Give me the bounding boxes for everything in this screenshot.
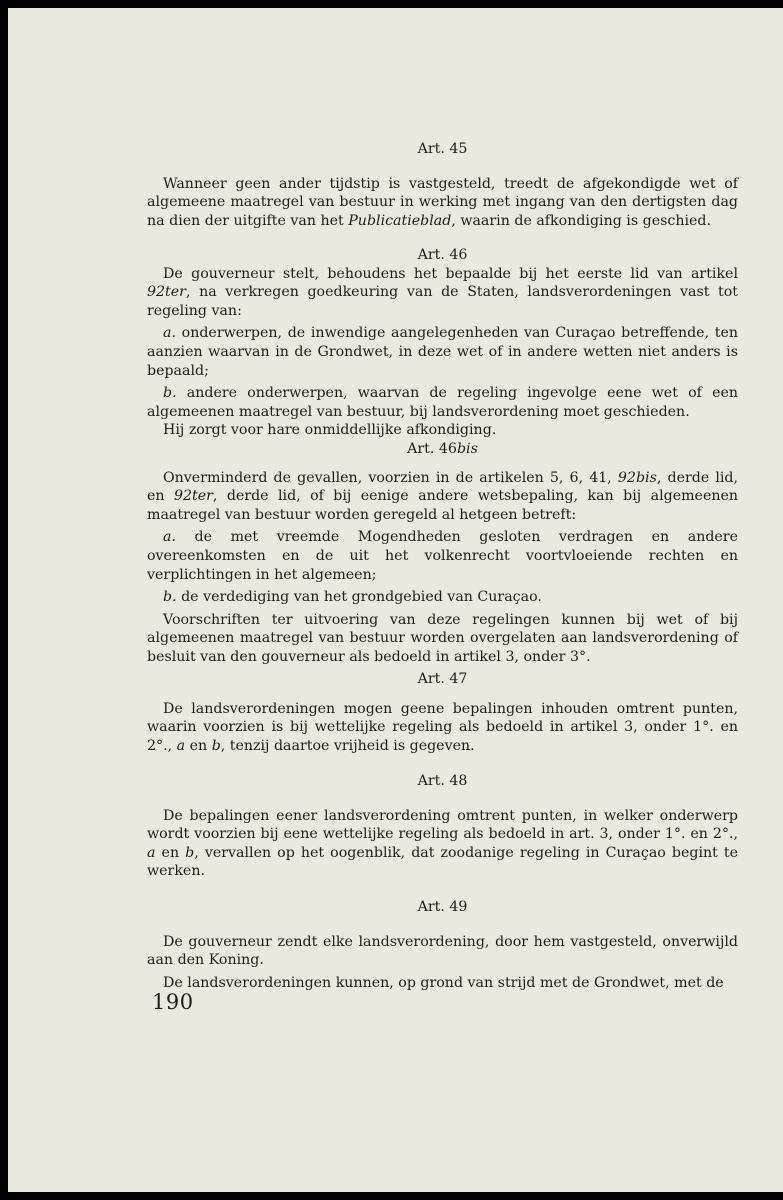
page-number: 190 xyxy=(152,990,194,1014)
article-45 xyxy=(147,140,738,230)
article-46bis-item-b: b. de verdediging van het grondgebied van Curaçao. xyxy=(163,589,542,606)
article-49-heading: Art. 49 xyxy=(417,899,468,915)
article-48-heading: Art. 48 xyxy=(417,773,468,789)
article-49 xyxy=(147,898,738,992)
article-46bis-paragraph-2: Voorschriften ter uitvoering van deze regelingen kunnen bij wet of bij algemeenen maatregel van bestuur worden overgelaten aan landsverordening of besluit van den gouverneur als bedoeld in artikel 3, onder 3°. xyxy=(147,611,738,665)
article-47 xyxy=(147,670,738,755)
article-46-item-b: b. andere onderwerpen, waarvan de regeling ingevolge eene wet of een algemeenen maatregel van bestuur, bij landsverordening moet geschieden. xyxy=(147,385,738,420)
article-48-paragraph: De bepalingen eener landsverordening omtrent punten, in welker onderwerp wordt voorzien bij eene wettelijke regeling als bedoeld in art. 3, onder 1°. en 2°., a en b, vervallen op het oogenblik, dat zoodanige regeling in Curaçao begint te werken. xyxy=(147,807,738,880)
article-46-heading: Art. 46 xyxy=(417,247,468,263)
article-45-paragraph: Wanneer geen ander tijdstip is vastgesteld, treedt de afgekondigde wet of algemeene maatregel van bestuur in werking met ingang van den dertigsten dag na dien der uitgifte van het Publicatieblad, waarin de afkondiging is geschied. xyxy=(147,175,738,229)
article-46bis-paragraph: Onverminderd de gevallen, voorzien in de artikelen 5, 6, 41, 92bis, derde lid, en 92ter, derde lid, of bij eenige andere wetsbepaling, kan bij algemeenen maatregel van bestuur worden geregeld al hetgeen betreft: xyxy=(147,469,739,523)
article-46bis-item-a: a. de met vreemde Mogendheden gesloten verdragen en andere overeenkomsten en de uit het volkenrecht voortvloeiende rechten en verplichtingen in het algemeen; xyxy=(147,529,738,583)
article-46bis-heading: Art. 46bis xyxy=(407,441,478,457)
article-46 xyxy=(147,246,738,440)
article-48 xyxy=(147,772,738,881)
article-47-heading: Art. 47 xyxy=(417,671,468,687)
article-47-paragraph: De landsverordeningen mogen geene bepalingen inhouden omtrent punten, waarin voorzien is bij wettelijke regeling als bedoeld in artikel 3, onder 1°. en 2°., a en b, tenzij daartoe vrijheid is gegeven. xyxy=(147,700,738,754)
article-46-item-a: a. onderwerpen, de inwendige aangelegenheden van Curaçao betreffende, ten aanzien waarvan in de Grondwet, in deze wet of in andere wetten niet anders is bepaald; xyxy=(147,325,738,379)
article-46bis xyxy=(147,440,738,667)
article-49-paragraph: De gouverneur zendt elke landsverordening, door hem vastgesteld, onverwijld aan den Koning. xyxy=(147,933,738,969)
article-45-heading: Art. 45 xyxy=(417,141,468,157)
article-49-paragraph-2: De landsverordeningen kunnen, op grond van strijd met de Grondwet, met de xyxy=(163,974,724,991)
article-46-paragraph: De gouverneur stelt, behoudens het bepaalde bij het eerste lid van artikel 92ter, na verkregen goedkeuring van de Staten, landsverordeningen vast tot regeling van: xyxy=(147,265,738,319)
article-46-paragraph-2: Hij zorgt voor hare onmiddellijke afkondiging. xyxy=(163,422,497,439)
